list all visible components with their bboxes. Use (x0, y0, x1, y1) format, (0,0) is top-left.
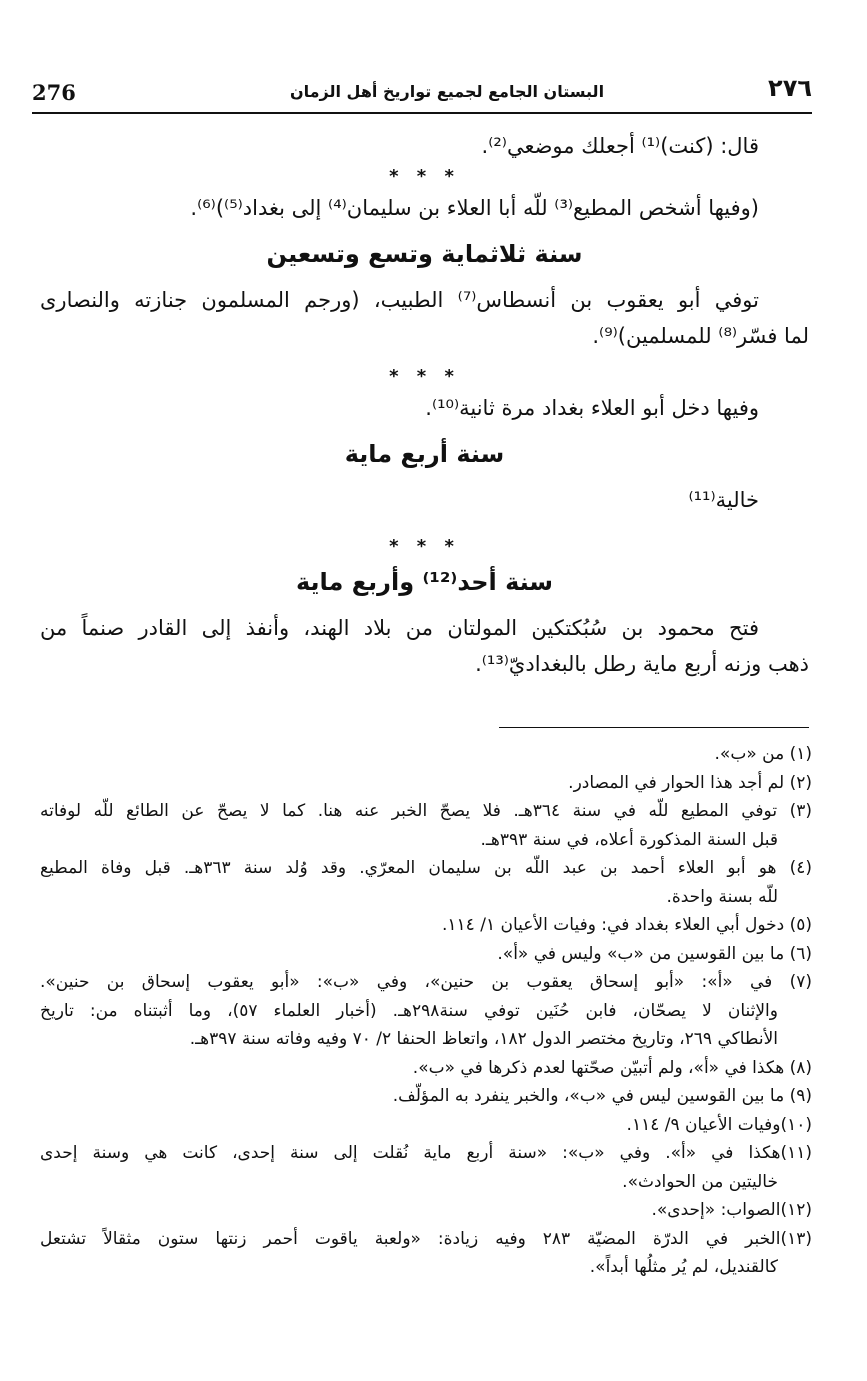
paragraph-mahmud-line-2: ذهب وزنه أربع ماية رطل بالبغداديّ⁽¹³⁾. (475, 652, 809, 676)
running-title: البستان الجامع لجميع تواريخ أهل الزمان (289, 82, 605, 101)
footnote-1: (١) من «ب». (714, 744, 812, 764)
paragraph-death-line-2: لما فسّر⁽⁸⁾ للمسلمين)⁽⁹⁾. (592, 324, 809, 348)
section-separator: * * * (389, 536, 460, 557)
paragraph-quote: قال: (كنت)⁽¹⁾ أجعلك موضعي⁽²⁾. (481, 134, 759, 158)
year-heading-400: سنة أربع ماية (344, 440, 505, 468)
footnote-7: (٧) في «أ»: «أبو إسحاق يعقوب بن حنين»، وفي «ب»: «أبو يعقوب إسحاق بن حنين». والإثنان لا يصحّان، فابن حُنَين توفي سنة٢٩٨هـ. (أخبار العلماء ٥٧)، وما أثبتناه من: تاريخ الأنطاكي ٢٦٩، وتاريخ مختصر الدول ١٨٢، واتعاظ الحنفا ٢/ ٧٠ وفيه وفاته سنة ٣٩٧هـ. (40, 972, 812, 1049)
footnote-11: (١١)هكذا في «أ». وفي «ب»: «سنة أربع ماية نُقلت إلى سنة إحدى، كانت هي وسنة إحدى خاليتين من الحوادث». (40, 1143, 812, 1192)
footnote-5: (٥) دخول أبي العلاء بغداد في: وفيات الأعيان ١/ ١١٤. (442, 915, 812, 935)
page-number-arabic: ٢٧٦ (768, 74, 812, 102)
footnote-8: (٨) هكذا في «أ»، ولم أتبيّن صحّتها لعدم ذكرها في «ب». (412, 1057, 812, 1078)
footnote-2: (٢) لم أجد هذا الحوار في المصادر. (568, 772, 812, 793)
paragraph-mahmud-line-1: فتح محمود بن سُبُكتكين المولتان من بلاد الهند، وأنفذ إلى القادر صنماً من (40, 616, 759, 640)
section-separator: * * * (389, 166, 460, 187)
footnote-10: (١٠)وفيات الأعيان ٩/ ١١٤. (626, 1114, 812, 1135)
footnote-9: (٩) ما بين القوسين ليس في «ب»، والخبر ينفرد به المؤلّف. (392, 1086, 812, 1106)
year-heading-399: سنة ثلاثماية وتسع وتسعين (266, 240, 583, 268)
footnote-12: (١٢)الصواب: «إحدى». (651, 1200, 812, 1220)
paragraph-baghdad: وفيها دخل أبو العلاء بغداد مرة ثانية⁽¹⁰⁾. (425, 396, 759, 420)
footnote-rule (499, 727, 809, 728)
footnote-3: (٣) توفي المطيع للّه في سنة ٣٦٤هـ. فلا يصحّ الخبر عنه هنا. كما لا يصحّ عن الطائع للّه لوفاته قبل السنة المذكورة أعلاه، في سنة ٣٩٣هـ. (40, 801, 812, 850)
page-header (32, 72, 812, 114)
main-text (40, 128, 809, 682)
paragraph-empty-year: خالية⁽¹¹⁾ (688, 488, 759, 512)
paragraph-mutI: (وفيها أشخص المطيع⁽³⁾ للّه أبا العلاء بن سليمان⁽⁴⁾ إلى بغداد⁽⁵⁾)⁽⁶⁾. (190, 196, 759, 220)
paragraph-death-line-1: توفي أبو يعقوب بن أنسطاس⁽⁷⁾ الطبيب، (ورجم المسلمون جنازته والنصارى (40, 288, 759, 312)
year-heading-401: سنة أحد⁽¹²⁾ وأربع ماية (295, 568, 554, 596)
section-separator: * * * (389, 366, 460, 387)
page-number-latin: 276 (32, 80, 76, 105)
footnote-6: (٦) ما بين القوسين من «ب» وليس في «أ». (497, 943, 812, 964)
footnote-13: (١٣)الخبر في الدرّة المضيّة ٢٨٣ وفيه زيادة: «ولعبة ياقوت أحمر زنتها ستون مثقالاً تشتعل كالقنديل، لم يُر مثلُها أبداً». (40, 1228, 812, 1277)
footnotes (40, 740, 812, 1282)
footnote-4: (٤) هو أبو العلاء أحمد بن عبد اللّه بن سليمان المعرّي. وقد وُلد سنة ٣٦٣هـ. قبل وفاة المطيع للّه بسنة واحدة. (40, 858, 813, 907)
